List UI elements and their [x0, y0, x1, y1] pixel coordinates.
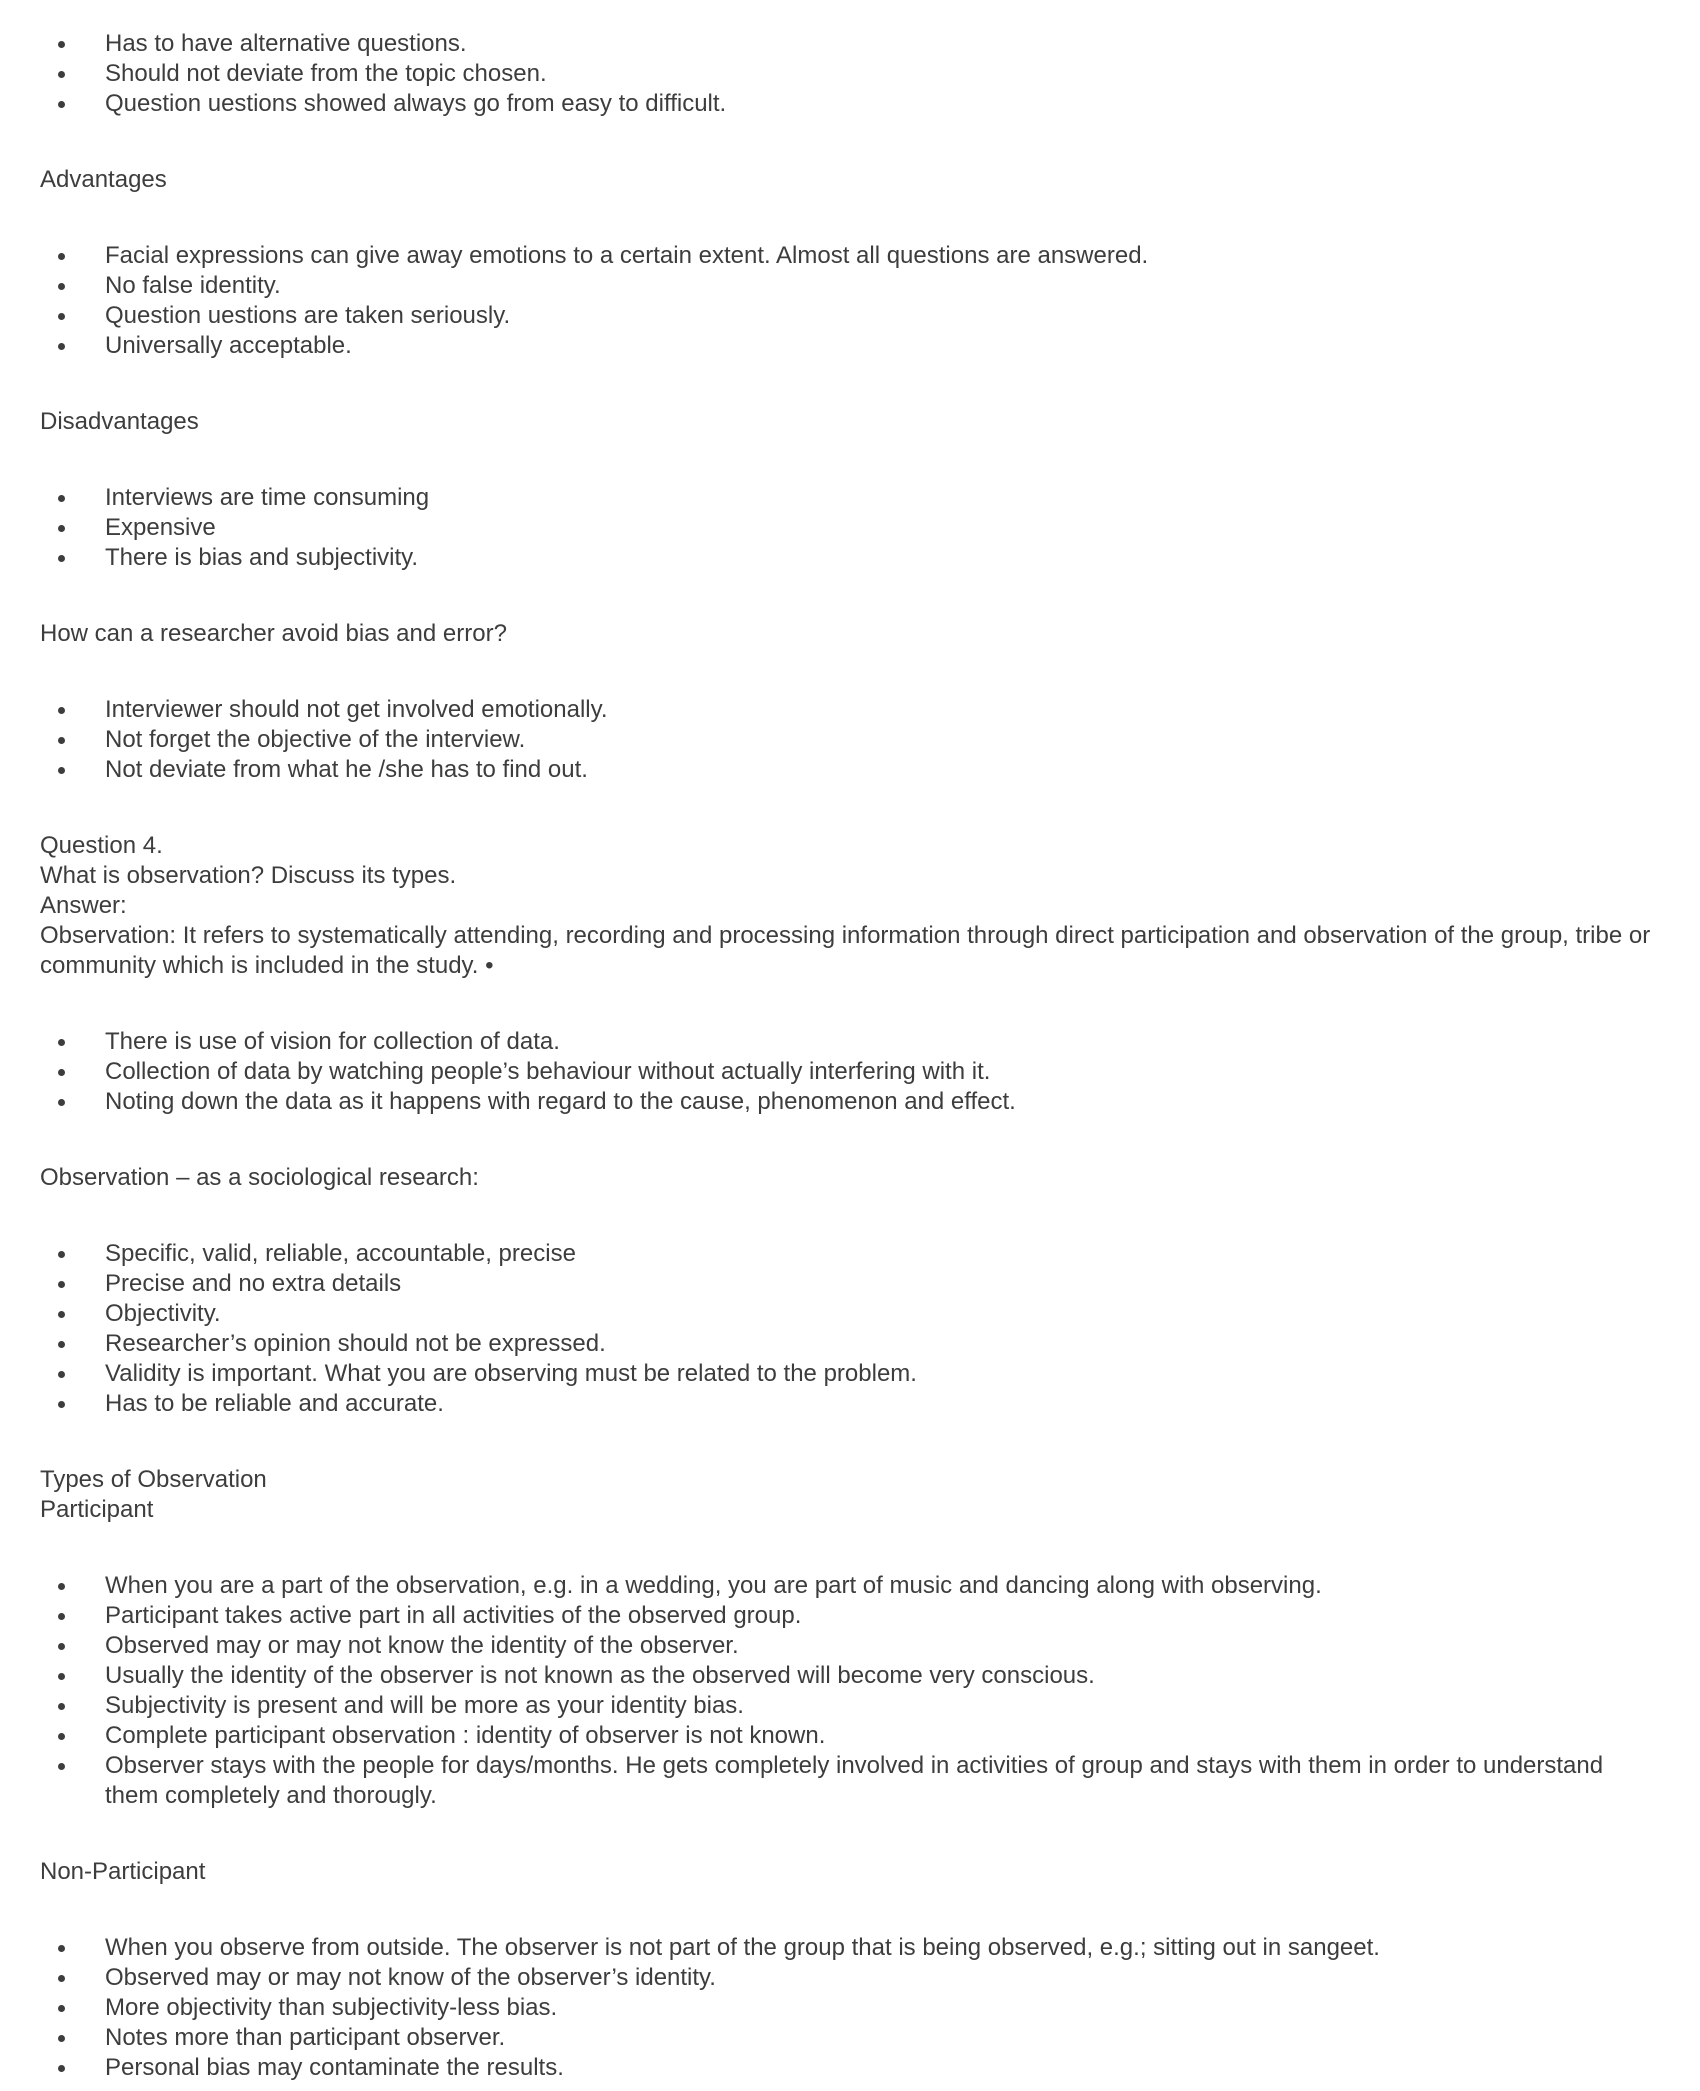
- bullet-icon: [58, 343, 65, 350]
- list-item-text: More objectivity than subjectivity-less bias.: [105, 1994, 558, 2021]
- list-item: [40, 1027, 1660, 1057]
- paragraph-line: Observation: It refers to systematically attending, recording and processing information through direct participation and observation of the group, tribe or community which is included in the study. •: [40, 922, 1651, 979]
- bullet-icon: [58, 253, 65, 260]
- list-item-text: Question uestions are taken seriously.: [105, 302, 511, 329]
- bullet-icon: [58, 1583, 65, 1590]
- paragraph-line: Answer:: [40, 892, 127, 919]
- list-item: [40, 2023, 1660, 2053]
- list-item: [40, 1751, 1660, 1811]
- list-item: [40, 483, 1660, 513]
- bullet-icon: [58, 1281, 65, 1288]
- list-item-text: Participant takes active part in all activities of the observed group.: [105, 1602, 802, 1629]
- list-item: [40, 301, 1660, 331]
- list-item-text: Should not deviate from the topic chosen.: [105, 60, 547, 87]
- bullet-icon: [58, 767, 65, 774]
- list-item: [40, 1631, 1660, 1661]
- bullet-icon: [58, 1401, 65, 1408]
- list-item-text: Has to be reliable and accurate.: [105, 1390, 444, 1417]
- bullet-icon: [58, 1613, 65, 1620]
- list-item: [40, 1993, 1660, 2023]
- list-item: [40, 29, 1660, 59]
- paragraph: [40, 831, 1660, 981]
- list-item-text: Observed may or may not know the identity of the observer.: [105, 1632, 739, 1659]
- list-item-text: Not deviate from what he /she has to find out.: [105, 756, 588, 783]
- list-item-text: Collection of data by watching people’s behaviour without actually interfering with it.: [105, 1058, 991, 1085]
- list-item: [40, 1269, 1660, 1299]
- list-item: [40, 1299, 1660, 1329]
- list-item-text: Notes more than participant observer.: [105, 2024, 506, 2051]
- list-item: [40, 695, 1660, 725]
- list-item: [40, 1963, 1660, 1993]
- bullet-icon: [58, 1975, 65, 1982]
- bullet-icon: [58, 495, 65, 502]
- list-item-text: Interviewer should not get involved emotionally.: [105, 696, 608, 723]
- list-item-text: Observer stays with the people for days/months. He gets completely involved in activities of group and stays with them in order to understand them completely and thorougly.: [105, 1752, 1604, 1809]
- bullet-list: [40, 1933, 1660, 2083]
- list-item: [40, 59, 1660, 89]
- list-item: [40, 1057, 1660, 1087]
- list-item: [40, 725, 1660, 755]
- section-heading: Observation – as a sociological research:: [40, 1164, 479, 1191]
- bullet-icon: [58, 2035, 65, 2042]
- list-item: [40, 1329, 1660, 1359]
- list-item: [40, 513, 1660, 543]
- list-item: [40, 241, 1660, 271]
- list-item: [40, 1087, 1660, 1117]
- list-item: [40, 271, 1660, 301]
- bullet-icon: [58, 71, 65, 78]
- list-item-text: When you observe from outside. The observer is not part of the group that is being observed, e.g.; sitting out in sangeet.: [105, 1934, 1380, 1961]
- list-item: [40, 2053, 1660, 2083]
- list-item-text: Observed may or may not know of the observer’s identity.: [105, 1964, 716, 1991]
- list-item-text: Validity is important. What you are observing must be related to the problem.: [105, 1360, 917, 1387]
- section-heading: How can a researcher avoid bias and error?: [40, 620, 507, 647]
- list-item-text: Expensive: [105, 514, 216, 541]
- bullet-icon: [58, 1311, 65, 1318]
- list-item-text: Objectivity.: [105, 1300, 221, 1327]
- paragraph: [40, 1465, 1660, 1525]
- bullet-icon: [58, 555, 65, 562]
- list-item: [40, 1933, 1660, 1963]
- list-item-text: Interviews are time consuming: [105, 484, 430, 511]
- list-item: [40, 1571, 1660, 1601]
- bullet-icon: [58, 1251, 65, 1258]
- list-item-text: Specific, valid, reliable, accountable, precise: [105, 1240, 576, 1267]
- paragraph-line: Participant: [40, 1496, 154, 1523]
- list-item-text: No false identity.: [105, 272, 281, 299]
- bullet-list: [40, 695, 1660, 785]
- list-item-text: Personal bias may contaminate the results.: [105, 2054, 564, 2081]
- bullet-icon: [58, 1643, 65, 1650]
- list-item-text: Not forget the objective of the interview.: [105, 726, 526, 753]
- bullet-icon: [58, 1099, 65, 1106]
- bullet-icon: [58, 41, 65, 48]
- list-item: [40, 1691, 1660, 1721]
- bullet-icon: [58, 1039, 65, 1046]
- bullet-icon: [58, 2065, 65, 2072]
- bullet-icon: [58, 2005, 65, 2012]
- list-item-text: Has to have alternative questions.: [105, 30, 467, 57]
- list-item: [40, 1721, 1660, 1751]
- paragraph-line: Types of Observation: [40, 1466, 267, 1493]
- list-item-text: There is use of vision for collection of data.: [105, 1028, 560, 1055]
- list-item-text: Complete participant observation : identity of observer is not known.: [105, 1722, 826, 1749]
- bullet-list: [40, 1239, 1660, 1419]
- bullet-icon: [58, 525, 65, 532]
- list-item-text: Noting down the data as it happens with regard to the cause, phenomenon and effect.: [105, 1088, 1016, 1115]
- list-item-text: When you are a part of the observation, e.g. in a wedding, you are part of music and dancing along with observing.: [105, 1572, 1322, 1599]
- list-item: [40, 1359, 1660, 1389]
- section-heading: Advantages: [40, 166, 167, 193]
- bullet-icon: [58, 1703, 65, 1710]
- bullet-icon: [58, 313, 65, 320]
- bullet-icon: [58, 1341, 65, 1348]
- bullet-icon: [58, 1673, 65, 1680]
- bullet-icon: [58, 101, 65, 108]
- list-item-text: Universally acceptable.: [105, 332, 352, 359]
- list-item: [40, 89, 1660, 119]
- bullet-icon: [58, 707, 65, 714]
- list-item-text: Usually the identity of the observer is not known as the observed will become very conscious.: [105, 1662, 1095, 1689]
- list-item-text: There is bias and subjectivity.: [105, 544, 419, 571]
- list-item: [40, 755, 1660, 785]
- list-item-text: Facial expressions can give away emotions to a certain extent. Almost all questions are answered.: [105, 242, 1149, 269]
- bullet-list: [40, 29, 1660, 119]
- list-item: [40, 331, 1660, 361]
- section-heading: Non-Participant: [40, 1858, 206, 1885]
- list-item: [40, 1389, 1660, 1419]
- paragraph-line: Question 4.: [40, 832, 163, 859]
- bullet-list: [40, 1571, 1660, 1811]
- bullet-list: [40, 1027, 1660, 1117]
- list-item: [40, 1239, 1660, 1269]
- bullet-icon: [58, 1733, 65, 1740]
- bullet-icon: [58, 1945, 65, 1952]
- list-item: [40, 1601, 1660, 1631]
- section-heading: Disadvantages: [40, 408, 199, 435]
- list-item-text: Subjectivity is present and will be more as your identity bias.: [105, 1692, 744, 1719]
- bullet-list: [40, 483, 1660, 573]
- bullet-list: [40, 241, 1660, 361]
- bullet-icon: [58, 1371, 65, 1378]
- list-item-text: Researcher’s opinion should not be expressed.: [105, 1330, 606, 1357]
- list-item-text: Precise and no extra details: [105, 1270, 402, 1297]
- bullet-icon: [58, 1763, 65, 1770]
- bullet-icon: [58, 1069, 65, 1076]
- bullet-icon: [58, 283, 65, 290]
- document-body: [40, 29, 1660, 2083]
- list-item-text: Question uestions showed always go from easy to difficult.: [105, 90, 727, 117]
- bullet-icon: [58, 737, 65, 744]
- list-item: [40, 1661, 1660, 1691]
- paragraph-line: What is observation? Discuss its types.: [40, 862, 457, 889]
- list-item: [40, 543, 1660, 573]
